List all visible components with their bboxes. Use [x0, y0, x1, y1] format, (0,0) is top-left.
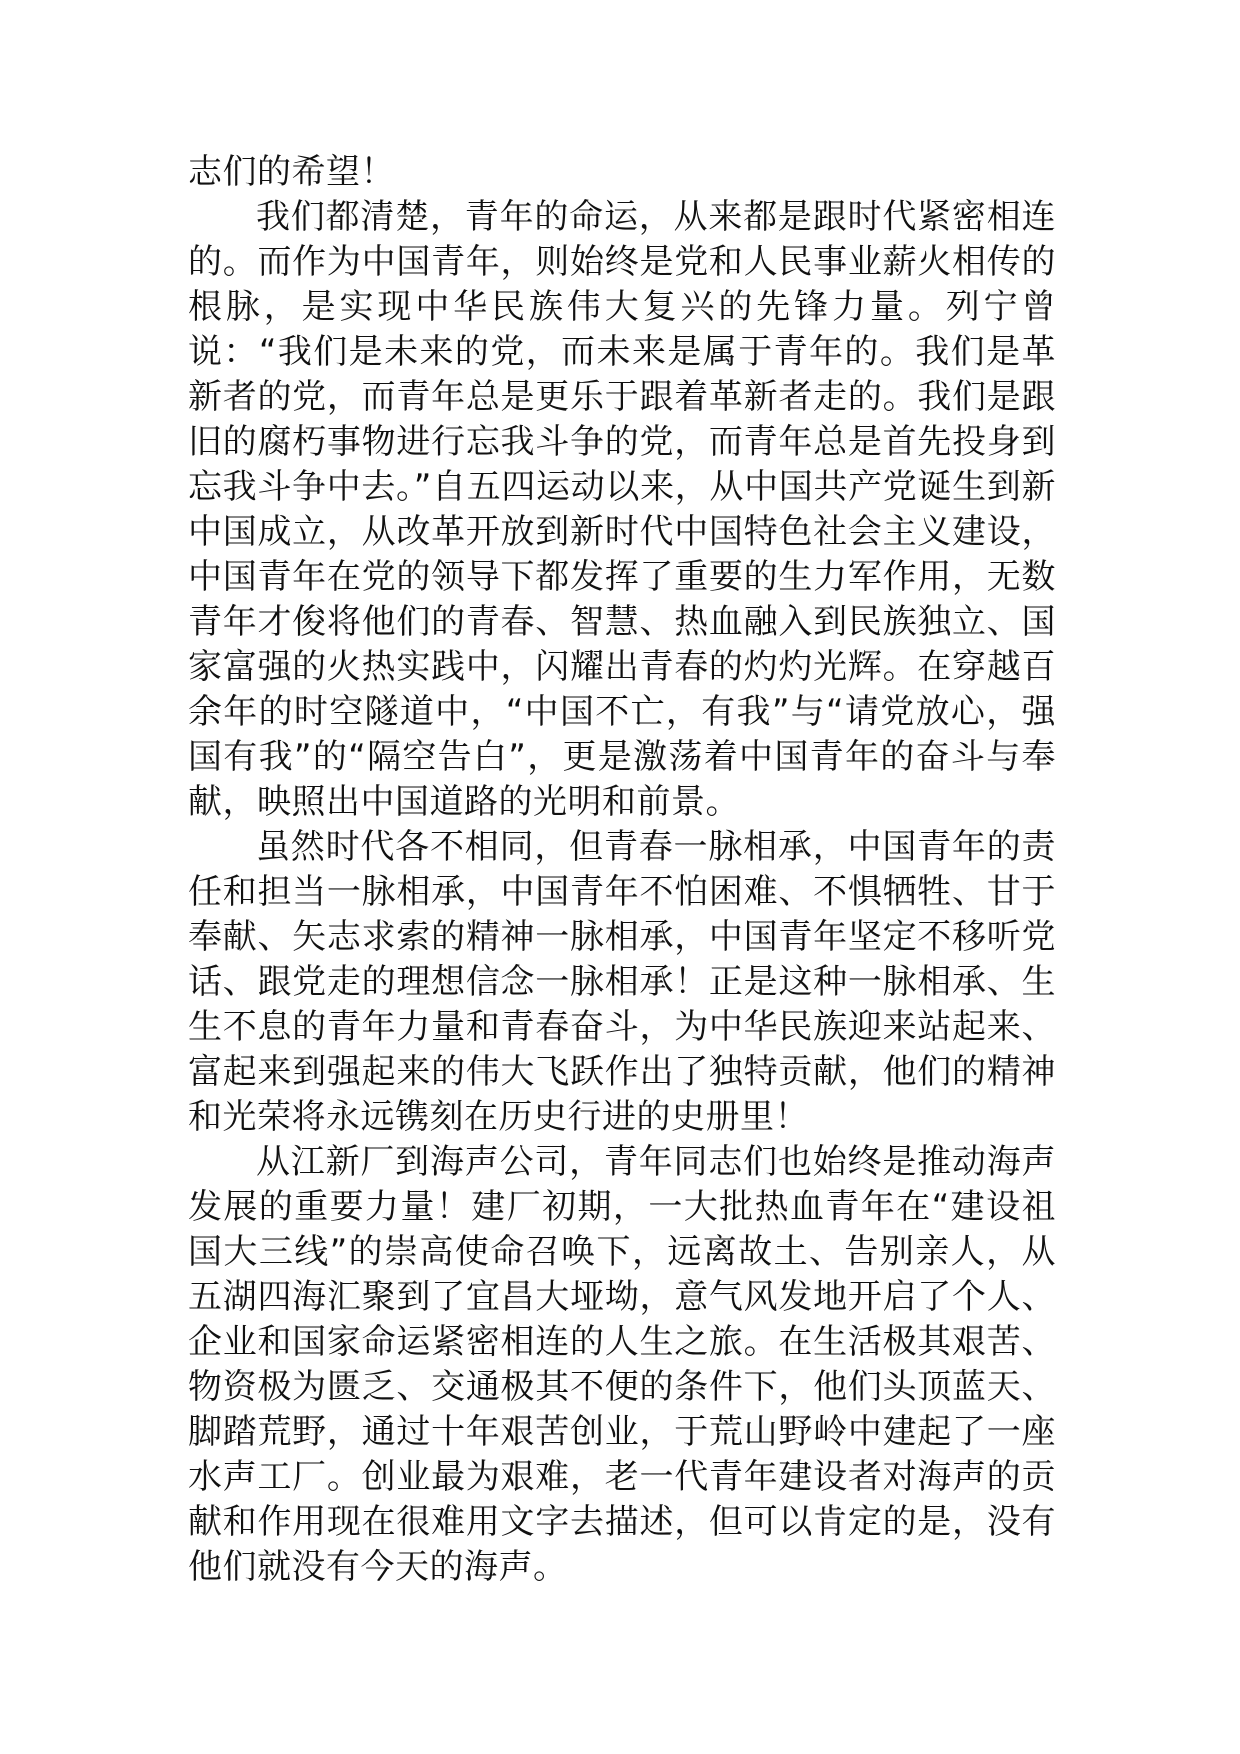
- document-body: [188, 150, 1056, 1590]
- paragraph-2: 我们都清楚，青年的命运，从来都是跟时代紧密相连的。而作为中国青年，则始终是党和人民事业薪火相传的根脉，是实现中华民族伟大复兴的先锋力量。列宁曾说：“我们是未来的党，而未来是属于青年的。我们是革新者的党，而青年总是更乐于跟着革新者走的。我们是跟旧的腐朽事物进行忘我斗争的党，而青年总是首先投身到忘我斗争中去。”自五四运动以来，从中国共产党诞生到新中国成立，从改革开放到新时代中国特色社会主义建设，中国青年在党的领导下都发挥了重要的生力军作用，无数青年才俊将他们的青春、智慧、热血融入到民族独立、国家富强的火热实践中，闪耀出青春的灼灼光辉。在穿越百余年的时空隧道中，“中国不亡，有我”与“请党放心，强国有我”的“隔空告白”，更是激荡着中国青年的奋斗与奉献，映照出中国道路的光明和前景。: [188, 197, 1056, 822]
- paragraph-4: 从江新厂到海声公司，青年同志们也始终是推动海声发展的重要力量！建厂初期，一大批热血青年在“建设祖国大三线”的崇高使命召唤下，远离故土、告别亲人，从五湖四海汇聚到了宜昌大垭坳，意气风发地开启了个人、企业和国家命运紧密相连的人生之旅。在生活极其艰苦、物资极为匮乏、交通极其不便的条件下，他们头顶蓝天、脚踏荒野，通过十年艰苦创业，于荒山野岭中建起了一座水声工厂。创业最为艰难，老一代青年建设者对海声的贡献和作用现在很难用文字去描述，但可以肯定的是，没有他们就没有今天的海声。: [188, 1142, 1056, 1587]
- paragraph-3: 虽然时代各不相同，但青春一脉相承，中国青年的责任和担当一脉相承，中国青年不怕困难、不惧牺牲、甘于奉献、矢志求索的精神一脉相承，中国青年坚定不移听党话、跟党走的理想信念一脉相承！正是这种一脉相承、生生不息的青年力量和青春奋斗，为中华民族迎来站起来、富起来到强起来的伟大飞跃作出了独特贡献，他们的精神和光荣将永远镌刻在历史行进的史册里！: [188, 827, 1056, 1137]
- paragraph-1: 志们的希望！: [188, 152, 395, 192]
